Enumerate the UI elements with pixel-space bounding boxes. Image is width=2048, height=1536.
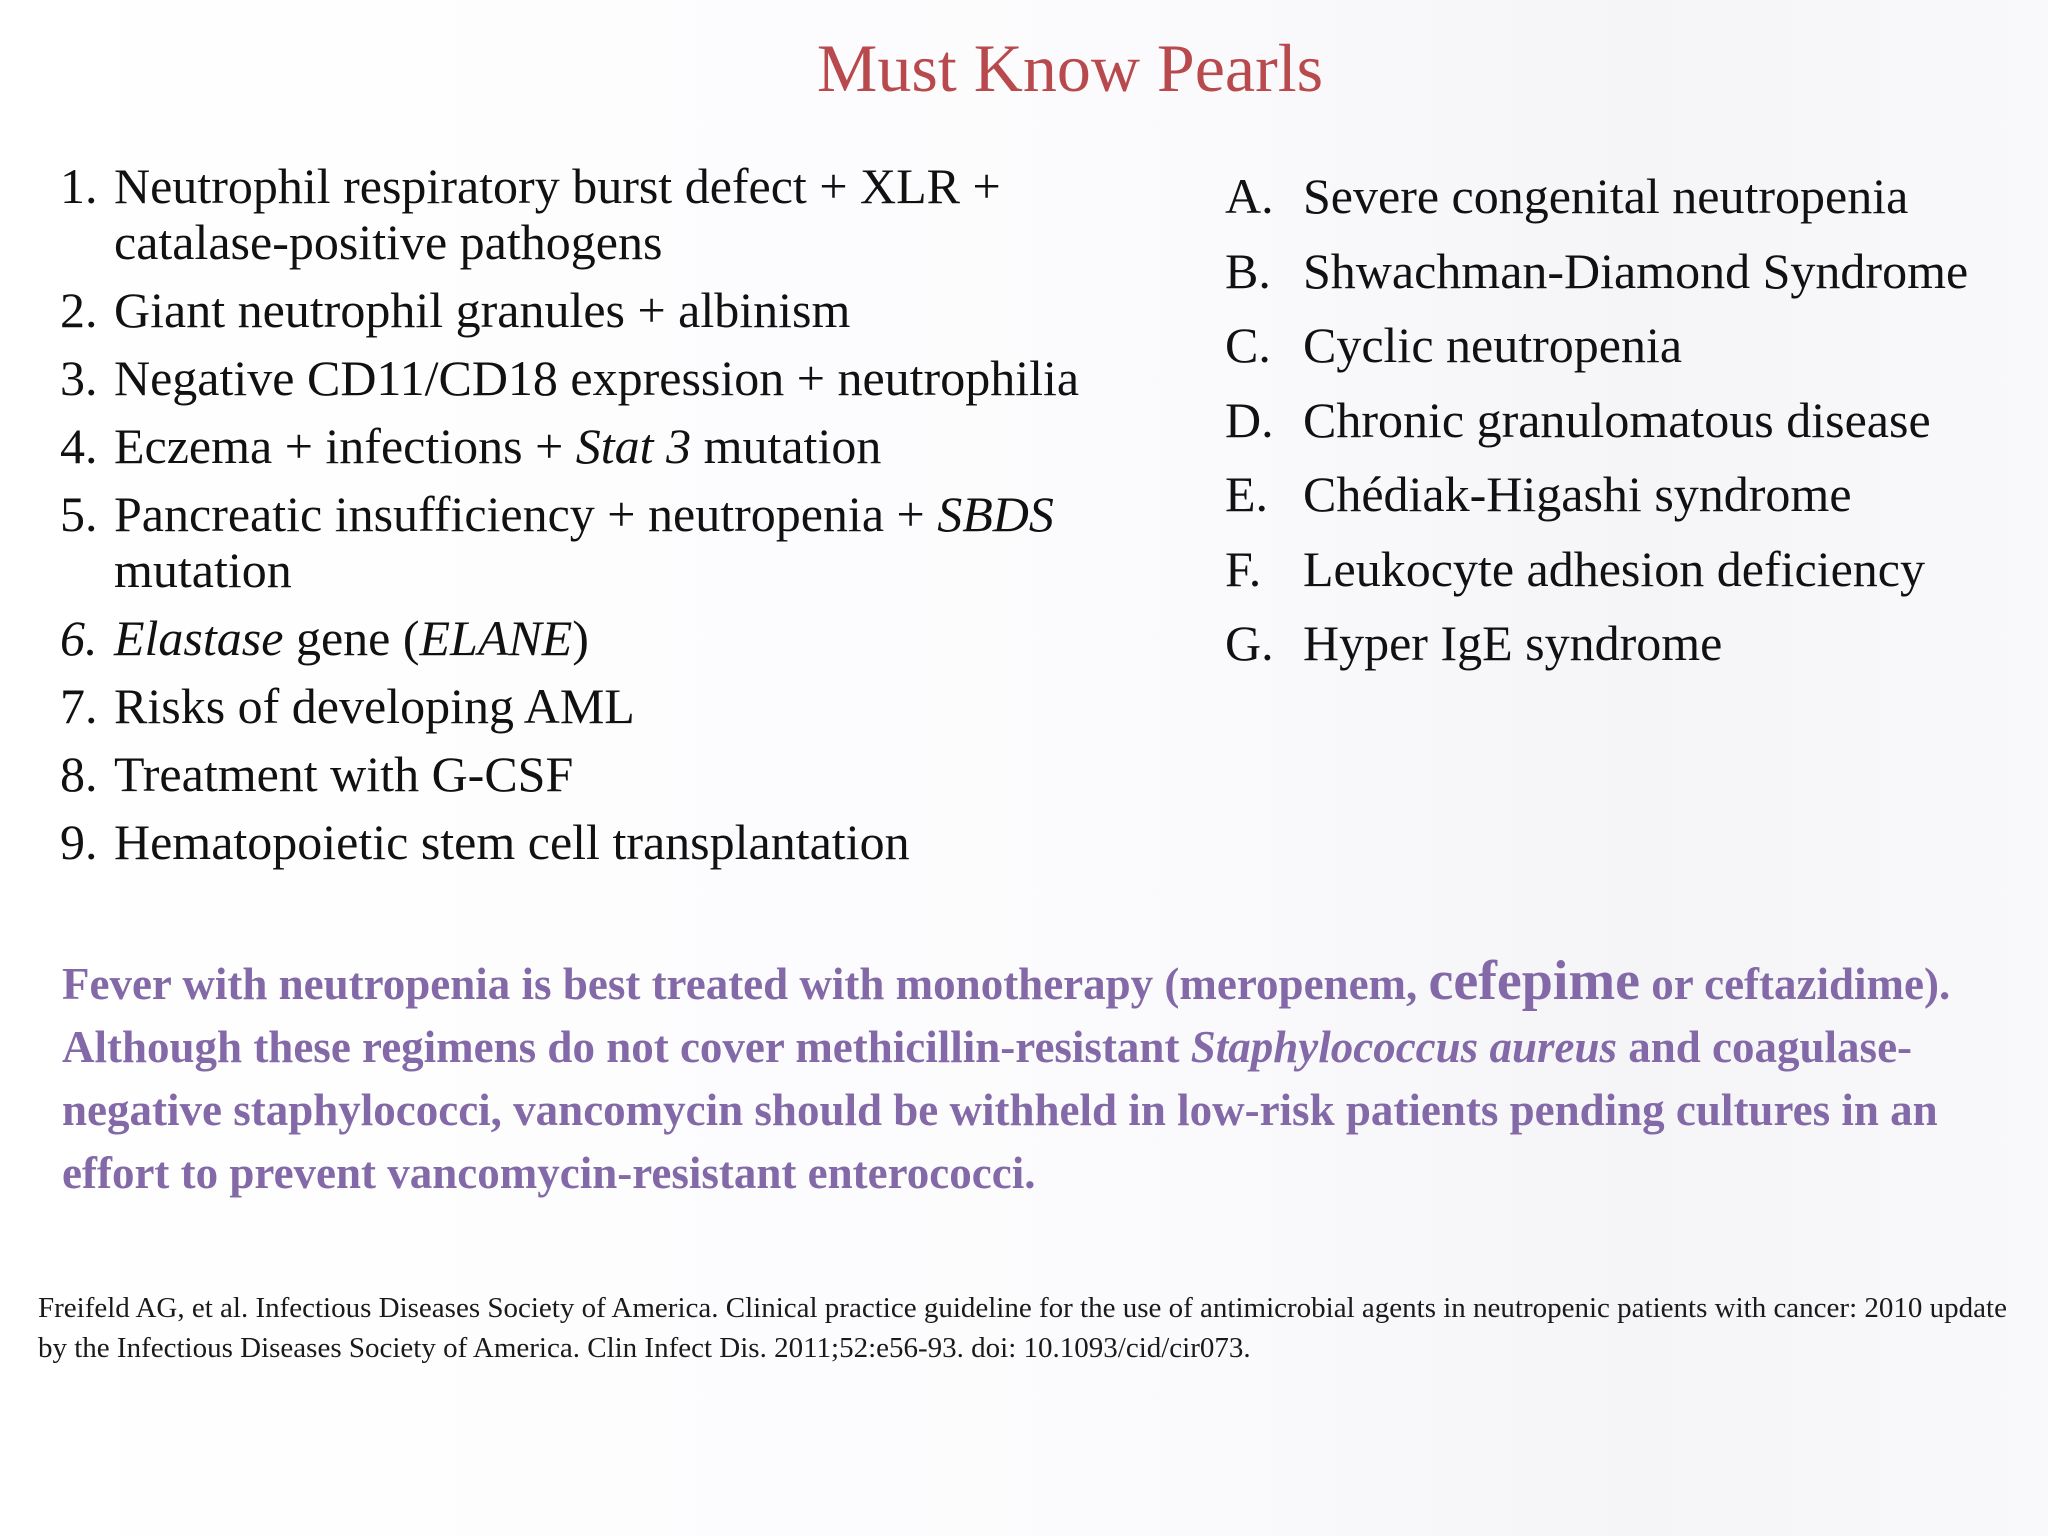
italic-text: ELANE (419, 610, 573, 666)
text-run: Giant neutrophil granules + albinism (114, 282, 851, 338)
italic-text: Staphylococcus aureus (1190, 1022, 1617, 1072)
text-run: gene ( (283, 610, 420, 666)
answer-item (1225, 466, 2025, 522)
text-run: Treatment with G-CSF (114, 746, 574, 802)
answer-list (1225, 168, 2025, 690)
clue-number: 6. (60, 610, 98, 666)
italic-text: SBDS (937, 486, 1054, 542)
answer-text: Cyclic neutropenia (1303, 317, 1683, 373)
answer-item (1225, 392, 2025, 448)
clue-item (60, 678, 1180, 734)
clue-number: 4. (60, 418, 98, 474)
answer-text: Hyper IgE syndrome (1303, 615, 1723, 671)
answer-letter: F. (1225, 540, 1262, 597)
answer-letter: E. (1225, 466, 1269, 522)
answer-item (1225, 615, 2025, 671)
answer-text: Chédiak-Higashi syndrome (1303, 466, 1852, 522)
text-run: Eczema + infections + (114, 418, 576, 474)
italic-text: Stat 3 (575, 418, 692, 474)
clue-number: 3. (60, 350, 98, 406)
clue-item (60, 610, 1180, 666)
clue-number: 9. (60, 814, 98, 870)
answer-letter: D. (1225, 391, 1274, 448)
clue-item (60, 486, 1180, 598)
clue-number: 2. (60, 282, 98, 338)
answer-letter: G. (1225, 615, 1274, 671)
clue-number: 5. (60, 486, 98, 542)
text-run: mutation (114, 542, 292, 598)
answer-letter: A. (1225, 168, 1274, 224)
text-run: Fever with neutropenia is best treated with monotherapy (meropenem, (62, 959, 1429, 1009)
clue-item (60, 418, 1180, 474)
clue-item (60, 814, 1180, 870)
slide-title: Must Know Pearls (816, 30, 1324, 106)
answer-item (1225, 168, 2025, 224)
answer-text: Shwachman-Diamond Syndrome (1303, 242, 1969, 299)
clue-number: 7. (60, 678, 98, 734)
answer-text: Chronic granulomatous disease (1303, 391, 1931, 448)
text-run: ) (572, 610, 589, 666)
clue-item (60, 350, 1180, 406)
clue-number: 1. (60, 158, 98, 214)
answer-item (1225, 243, 2025, 299)
text-run: and coagulase-negative staphylococci, vancomycin should be withheld in low-risk patients pending cultures in an effort to prevent vancomycin-resistant enterococci. (62, 1022, 1938, 1198)
text-run: or ceftazidime). Although these regimens do not cover methicillin-resistant (62, 959, 1951, 1072)
clinical-pearl (62, 950, 2022, 1205)
italic-text: Elastase (114, 610, 284, 666)
answer-letter: B. (1225, 242, 1271, 299)
clue-item (60, 158, 1180, 270)
reference-citation: Freifeld AG, et al. Infectious Diseases Society of America. Clinical practice guideline for the use of antimicrobial agents in neutropenic patients with cancer: 2010 update by the Infectious Diseases Society of America. Clin Infect Dis. 2011;52:e56-93. doi: 10.1093/cid/cir073. (38, 1292, 2007, 1364)
answer-item (1225, 541, 2025, 597)
answer-item (1225, 317, 2025, 373)
clue-list (60, 158, 1180, 882)
answer-text: Severe congenital neutropenia (1303, 168, 1909, 224)
answer-letter: C. (1225, 317, 1271, 373)
clue-item (60, 282, 1180, 338)
clue-item (60, 746, 1180, 802)
text-run: Risks of developing AML (114, 678, 635, 734)
clue-number: 8. (60, 746, 98, 802)
text-run: Pancreatic insufficiency + neutropenia + (114, 486, 938, 542)
text-run: Hematopoietic stem cell transplantation (114, 814, 910, 870)
answer-text: Leukocyte adhesion deficiency (1303, 540, 1925, 597)
emphasis-text: cefepime (1428, 950, 1640, 1012)
text-run: Negative CD11/CD18 expression + neutrophilia (114, 350, 1080, 406)
text-run: Neutrophil respiratory burst defect + XLR + catalase-positive pathogens (114, 158, 1001, 270)
text-run: mutation (691, 418, 882, 474)
